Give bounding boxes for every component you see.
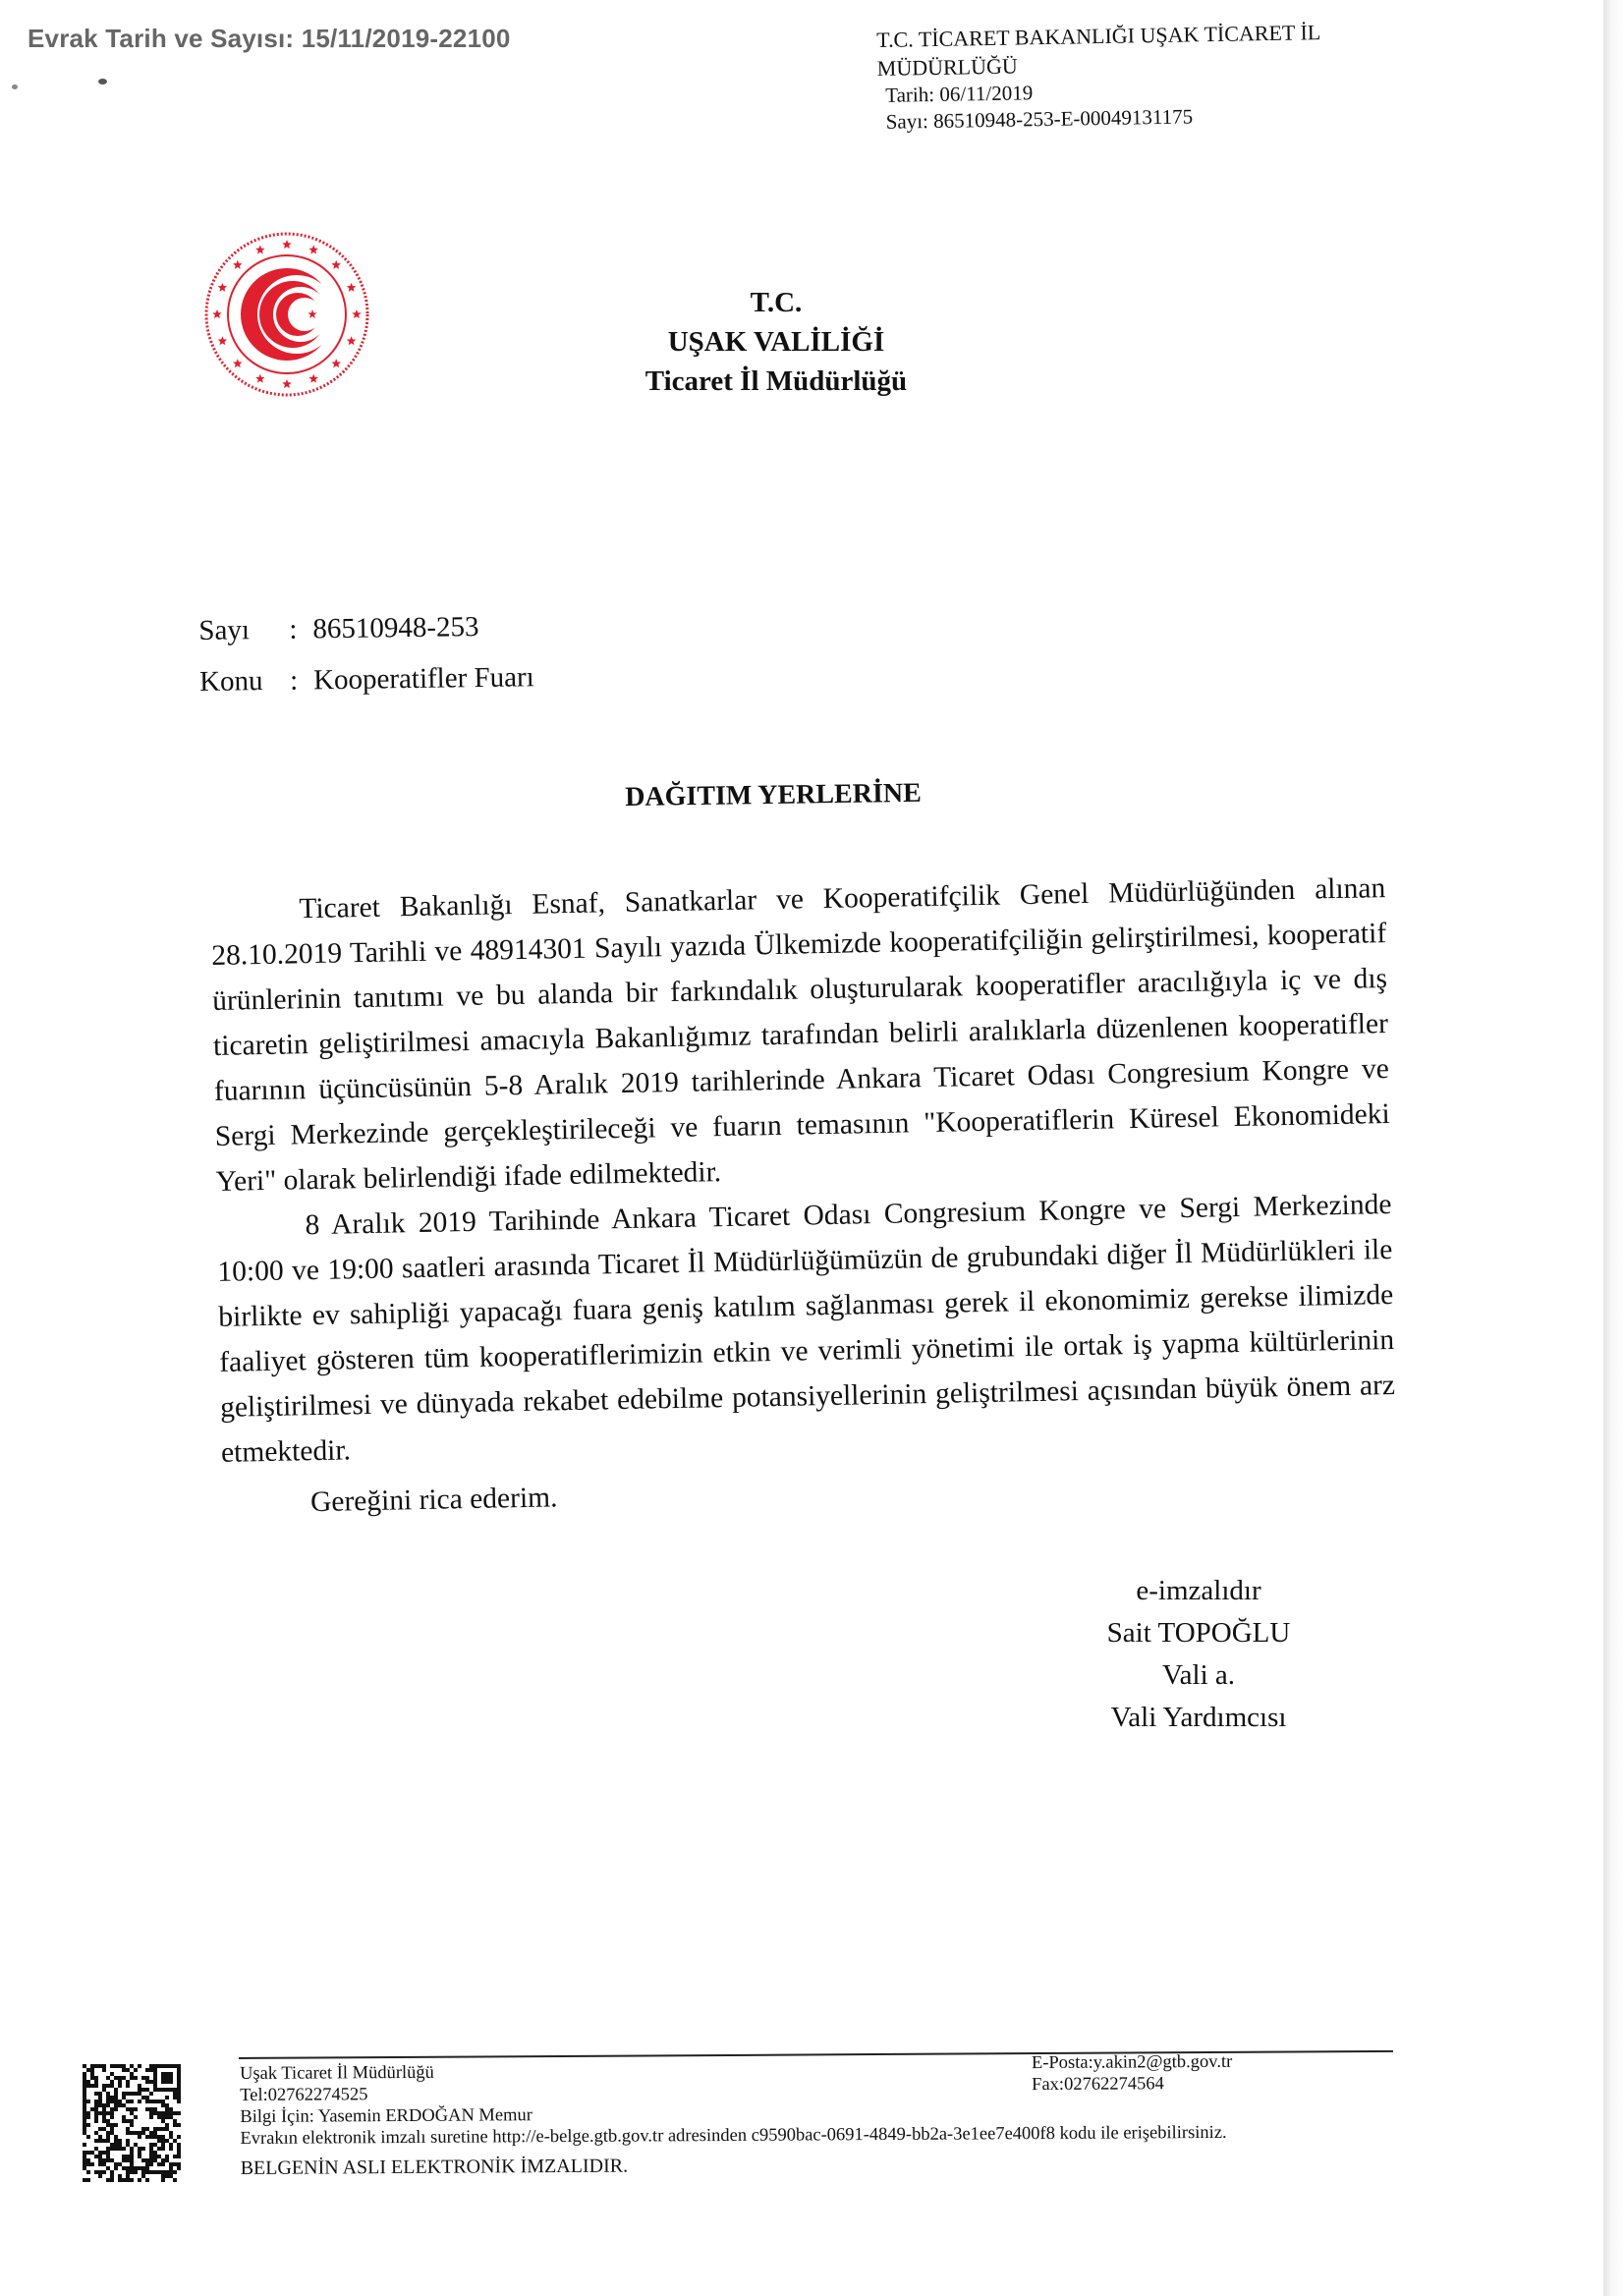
seal-star-icon [331,260,341,269]
subject-block [198,600,534,707]
signatory-name: Sait TOPOĞLU [1106,1617,1291,1649]
seal-star-icon [347,283,357,292]
header-governorship: UŞAK VALİLİĞİ [667,326,885,358]
seal-star-icon [218,336,228,345]
signatory-title: Vali Yardımcısı [1110,1702,1287,1733]
header-tc: T.C. [750,287,803,318]
konu-row [199,651,534,707]
reference-org-line1: T.C. TİCARET BAKANLIĞI UŞAK TİCARET İL [876,20,1321,52]
reference-org-line2: MÜDÜRLÜĞÜ [876,53,1018,81]
seal-star-icon [233,359,243,367]
qr-code-icon [83,2063,181,2183]
recipient-heading: DAĞITIM YERLERİNE [625,777,922,812]
footer-fax: Fax:02762274564 [1032,2074,1164,2096]
issuer-header [609,283,943,401]
footer-office: Uşak Ticaret İl Müdürlüğü [240,2062,434,2084]
seal-star-icon [308,374,318,383]
document-registry-stamp: Evrak Tarih ve Sayısı: 15/11/2019-22100 [28,24,511,53]
sayi-value: 86510948-253 [312,611,479,645]
footer-block [240,2051,1469,2179]
reference-date: Tarih: 06/11/2019 [885,81,1034,107]
header-directorate: Ticaret İl Müdürlüğü [644,365,908,397]
reference-number: Sayı: 86510948-253-E-00049131175 [885,104,1194,134]
seal-star-icon [308,245,318,253]
konu-separator: : [289,664,299,697]
seal-star-icon [282,240,292,249]
footer-notice: BELGENİN ASLI ELEKTRONİK İMZALIDIR. [240,2155,629,2179]
seal-star-icon [255,245,265,253]
body-paragraph-2: 8 Aralık 2019 Tarihinde Ankara Ticaret Odası Congresium Kongre ve Sergi Merkezinde 10:00 ve 19:00 saatleri arasında Ticaret İl Müdürlüğümüzün de grubundaki diğer İl Müdürlükleri ile birlikte ev sahipliği yapacağı fuara geniş katılım sağlanması gerek il ekonomimiz gerekse ilimizde faaliyet gösteren tüm kooperatiflerimizin etkin ve verimli yönetimi ile ortak iş yapma kültürlerinin geliştirilmesi ve dünyada rekabet edebilme potansiyellerinin geliştrilmesi açısından büyük önem arz etmektedir. [217,1188,1396,1469]
konu-value: Kooperatifler Fuarı [312,661,534,697]
footer-contact-right [1032,2051,1233,2096]
seal-star-icon [352,309,362,318]
seal-star-icon [255,374,265,383]
scan-specks [12,79,130,98]
scan-edge-shadow [1603,0,1624,2296]
letter-body [210,866,1397,1527]
body-paragraph-1: Ticaret Bakanlığı Esnaf, Sanatkarlar ve Kooperatifçilik Genel Müdürlüğünden alınan 28.10.2019 Tarihli ve 48914301 Sayılı yazıda Ülkemizde kooperatifçiliğin gelirştirilmesi, kooperatif ürünlerinin tanıtımı ve bu alanda bir farkındalık oluşturularak kooperatifler aracılığıyla iç ve dış ticaretin geliştirilmesi amacıyla Bakanlığımız tarafından belirli aralıklarla düzenlenen kooperatifler fuarının üçüncüsünün 5-8 Aralık 2019 tarihlerinde Ankara Ticaret Odası Congresium Kongre ve Sergi Merkezinde gerçekleştirileceği ve fuarın temasının "Kooperatiflerin Küresel Ekonomideki Yeri" olarak belirlendiği ifade edilmektedir. [211,872,1390,1198]
reference-block [876,18,1322,136]
konu-label: Konu [198,665,263,698]
signature-block [1081,1570,1316,1739]
closing-line: Gereğini rica ederim. [309,1482,558,1519]
seal-star-icon [347,336,357,345]
ministry-seal-icon [202,230,371,399]
seal-star-icon [233,260,243,269]
seal-star-icon [212,309,222,318]
footer-tel: Tel:02762274525 [240,2085,368,2105]
seal-star-icon [282,379,292,388]
signature-status: e-imzalıdır [1136,1575,1261,1606]
sayi-row [198,600,533,656]
sayi-label: Sayı [198,614,251,646]
footer-email[interactable]: E-Posta:y.akin2@gtb.gov.tr [1031,2051,1233,2074]
seal-star-icon [331,359,341,367]
signatory-capacity: Vali a. [1161,1659,1236,1691]
seal-star-icon [218,283,228,292]
footer-contact: Bilgi İçin: Yasemin ERDOĞAN Memur [240,2105,532,2127]
footer-verification: Evrakın elektronik imzalı suretine http://e-belge.gtb.gov.tr adresinden c9590bac-0691-4849-bb2a-3e1ee7e400f8 kodu ile erişebilirsiniz. [240,2122,1227,2149]
sayi-separator: : [289,613,298,645]
